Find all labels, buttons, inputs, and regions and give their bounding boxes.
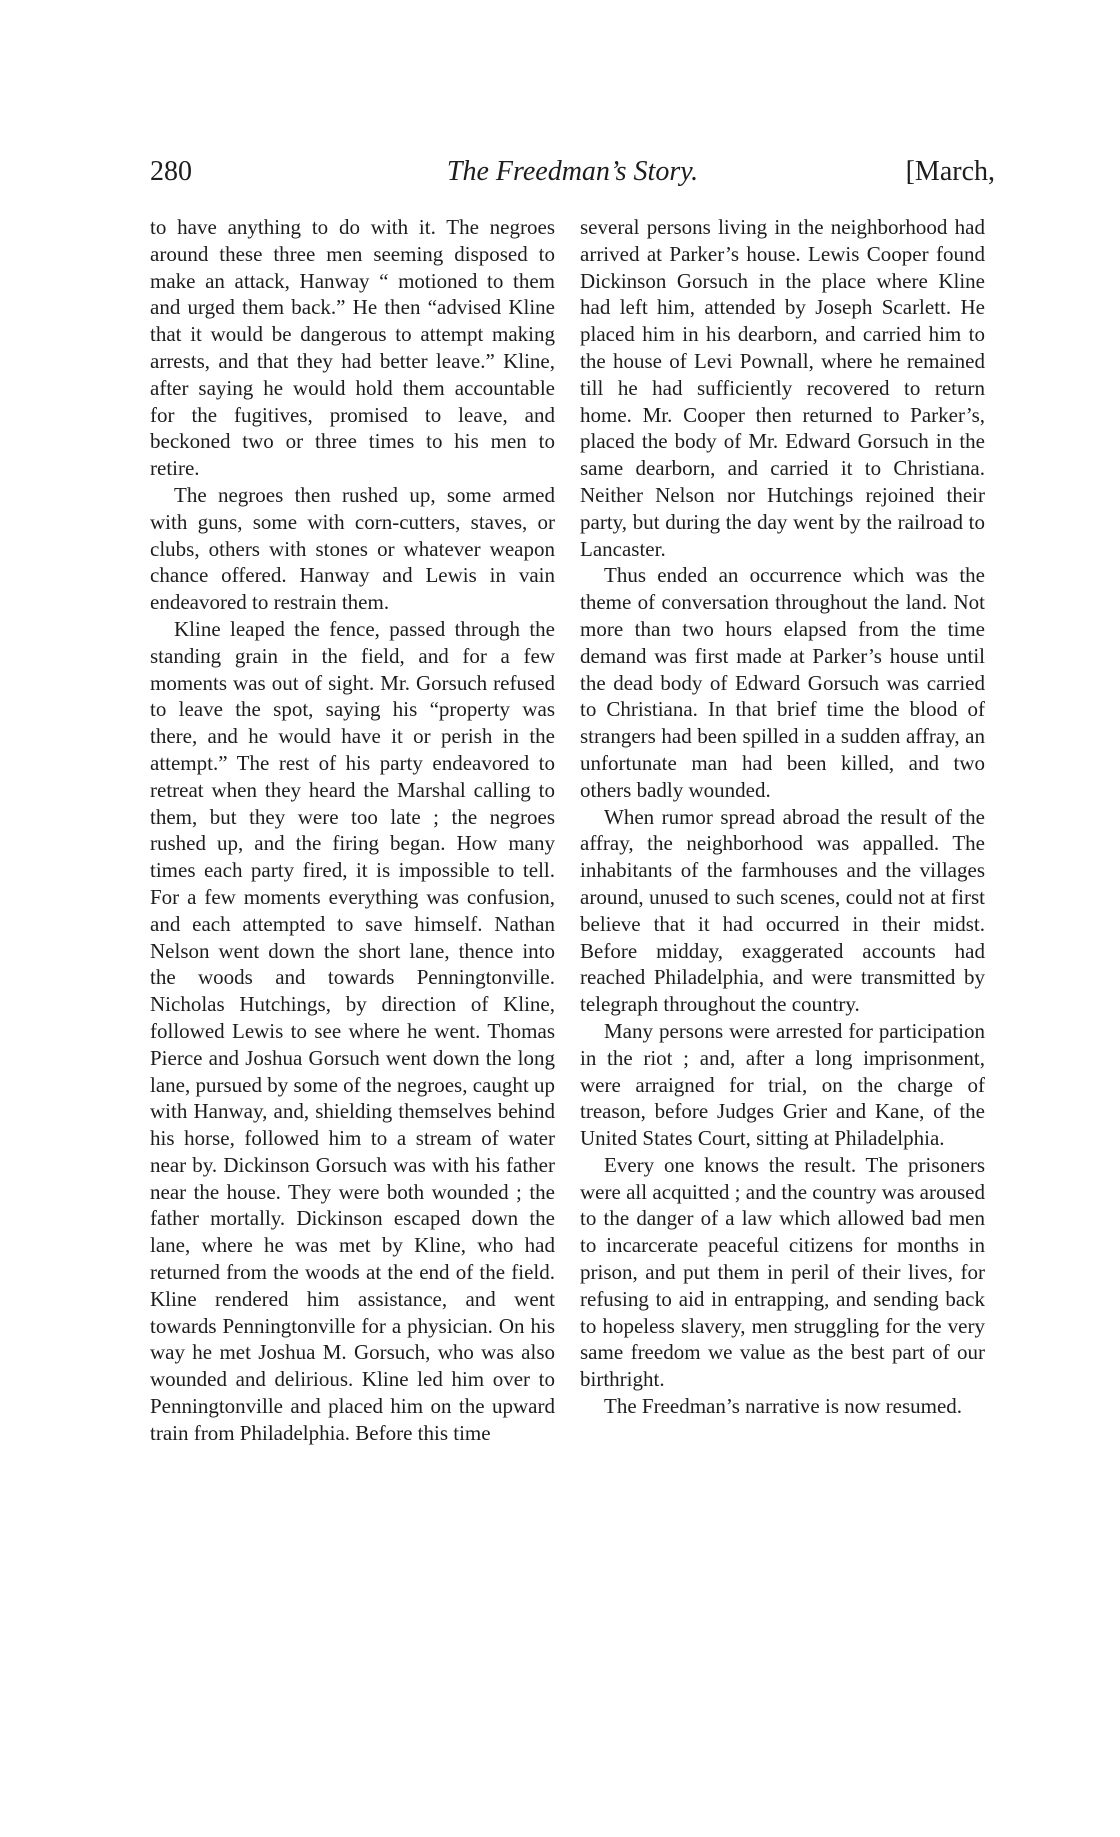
page-header [150,152,995,192]
paragraph: When rumor spread abroad the result of the affray, the neighborhood was appalled. The inhabitants of the farmhouses and the villages around, unused to such scenes, could not at first believe that it had occurred in their midst. Before midday, exaggerated accounts had reached Philadelphia, and were transmitted by telegraph throughout the country. [580,804,985,1017]
section-date: [March, [905,156,995,187]
paragraph: to have anything to do with it. The negroes around these three men seeming disposed to make an attack, Hanway “ motioned to them and urged them back.” He then “advised Kline that it would be dangerous to attempt making arrests, and that they had better leave.” Kline, after saying he would hold them accountable for the fugitives, promised to leave, and beckoned two or three times to his men to retire. [150,215,555,481]
paragraph: Many persons were arrested for participation in the riot ; and, after a long imprisonment, were arraigned for trial, on the charge of treason, before Judges Grier and Kane, of the United States Court, sitting at Philadelphia. [580,1018,985,1151]
paragraph: The negroes then rushed up, some armed with guns, some with corn-cutters, staves, or clubs, others with stones or whatever weapon chance offered. Hanway and Lewis in vain endeavored to restrain them. [150,482,555,615]
paragraph: The Freedman’s narrative is now resumed. [604,1394,963,1419]
paragraph: several persons living in the neighborhood had arrived at Parker’s house. Lewis Cooper found Dickinson Gorsuch in the place where Kline had left him, attended by Joseph Scarlett. He placed him in his dearborn, and carried him to the house of Levi Pownall, where he remained till he had sufficiently recovered to return home. Mr. Cooper then returned to Parker’s, placed the body of Mr. Edward Gorsuch in the same dearborn, and carried it to Christiana. Neither Nelson nor Hutchings rejoined their party, but during the day went by the railroad to Lancaster. [580,215,985,561]
paragraph: Thus ended an occurrence which was the theme of conversation throughout the land. Not more than two hours elapsed from the time demand was first made at Parker’s house until the dead body of Edward Gorsuch was carried to Christiana. In that brief time the blood of strangers had been spilled in a sudden affray, an unfortunate man had been killed, and two others badly wounded. [580,563,985,802]
running-title: The Freedman’s Story. [446,156,699,187]
paragraph: Kline leaped the fence, passed through the standing grain in the field, and for a few moments was out of sight. Mr. Gorsuch refused to leave the spot, saying his “property was there, and he would have it or perish in the attempt.” The rest of his party endeavored to retreat when they heard the Marshal calling to them, but they were too late ; the negroes rushed up, and the firing began. How many times each party fired, it is impossible to tell. For a few moments everything was confusion, and each attempted to save himself. Nathan Nelson went down the short lane, thence into the woods and towards Penningtonville. Nicholas Hutchings, by direction of Kline, followed Lewis to see where he went. Thomas Pierce and Joshua Gorsuch went down the long lane, pursued by some of the negroes, caught up with Hanway, and, shielding themselves behind his horse, followed him to a stream of water near by. Dickinson Gorsuch was with his father near the house. They were both wounded ; the father mortally. Dickinson escaped down the lane, where he was met by Kline, who had returned from the woods at the end of the field. Kline rendered him assistance, and went towards Penningtonville for a physician. On his way he met Joshua M. Gorsuch, who was also wounded and delirious. Kline led him over to Penningtonville and placed him on the upward train from Philadelphia. Before this time [150,616,555,1445]
paragraph: Every one knows the result. The prisoners were all acquitted ; and the country was aroused to the danger of a law which allowed bad men to incarcerate peaceful citizens for months in prison, and put them in peril of their lives, for refusing to aid in entrapping, and sending back to hopeless slavery, men struggling for the very same freedom we value as the best part of our birthright. [580,1152,985,1392]
left-column [150,214,555,1447]
page-number: 280 [150,156,192,187]
right-column [580,214,985,1420]
